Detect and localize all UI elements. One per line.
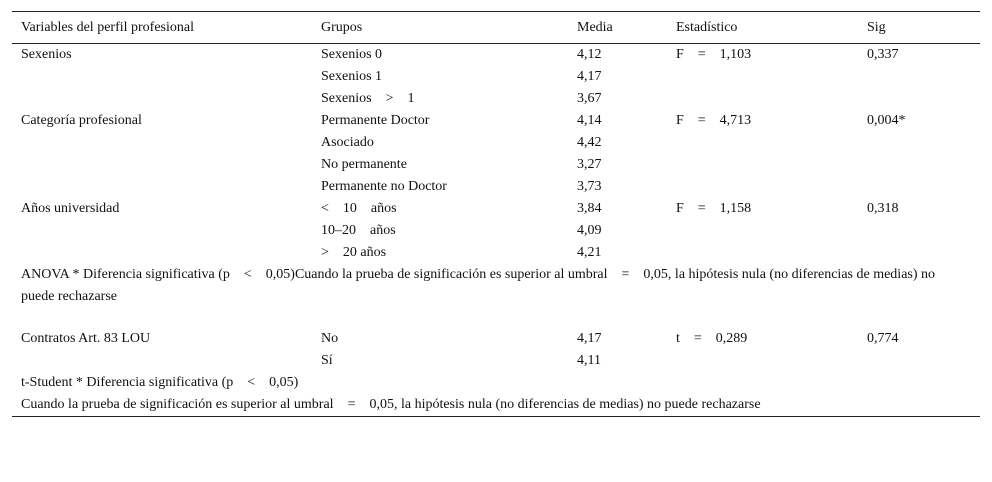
cell-group: Sí <box>321 353 333 368</box>
cell-sig: 0,337 <box>867 47 899 62</box>
cell-group: Permanente no Doctor <box>321 179 447 194</box>
cell-mean: 4,09 <box>577 223 602 238</box>
cell-mean: 4,17 <box>577 69 602 84</box>
table-row <box>12 132 980 154</box>
table-row <box>12 66 980 88</box>
cell-group: > 20 años <box>321 245 387 260</box>
cell-mean: 3,84 <box>577 201 602 216</box>
cell-variable: Contratos Art. 83 LOU <box>21 331 151 346</box>
final-note: Cuando la prueba de significación es superior al umbral = 0,05, la hipótesis nula (no diferencias de medias) no puede rechazarse <box>21 397 761 412</box>
cell-group: Sexenios 0 <box>321 47 383 62</box>
table-row <box>12 110 980 132</box>
cell-mean: 4,12 <box>577 47 602 62</box>
header-group: Grupos <box>321 20 363 35</box>
spacer <box>12 308 980 328</box>
cell-mean: 4,21 <box>577 245 602 260</box>
cell-mean: 4,42 <box>577 135 602 150</box>
cell-sig: 0,004* <box>867 113 906 128</box>
cell-group: Sexenios > 1 <box>321 91 415 106</box>
cell-group: 10–20 años <box>321 223 396 238</box>
table-row <box>12 242 980 264</box>
cell-group: Sexenios 1 <box>321 69 383 84</box>
cell-group: No permanente <box>321 157 407 172</box>
table-row <box>12 154 980 176</box>
cell-mean: 4,11 <box>577 353 601 368</box>
table-row <box>12 328 980 350</box>
cell-group: Permanente Doctor <box>321 113 430 128</box>
tstudent-note: t-Student * Diferencia significativa (p < 0,05) <box>21 375 299 390</box>
cell-sig: 0,318 <box>867 201 899 216</box>
cell-group: < 10 años <box>321 201 397 216</box>
cell-statistic: F = 1,158 <box>676 201 752 216</box>
cell-variable: Años universidad <box>21 201 120 216</box>
table-row <box>12 350 980 372</box>
cell-statistic: t = 0,289 <box>676 331 748 346</box>
cell-mean: 3,67 <box>577 91 602 106</box>
cell-sig: 0,774 <box>867 331 899 346</box>
header-variable: Variables del perfil profesional <box>21 20 194 35</box>
cell-statistic: F = 1,103 <box>676 47 752 62</box>
table-row <box>12 176 980 198</box>
table-row <box>12 198 980 220</box>
results-table <box>12 11 980 417</box>
bottom-rule <box>12 416 980 417</box>
cell-mean: 4,17 <box>577 331 602 346</box>
cell-mean: 4,14 <box>577 113 602 128</box>
cell-variable: Sexenios <box>21 47 72 62</box>
table-row <box>12 220 980 242</box>
anova-note: ANOVA * Diferencia significativa (p < 0,05)Cuando la prueba de significación es superior al umbral = 0,05, la hipótesis nula (no diferencias de medias) no puede rechazarse <box>21 267 939 304</box>
table-row <box>12 44 980 66</box>
header-mean: Media <box>577 20 613 35</box>
cell-statistic: F = 4,713 <box>676 113 752 128</box>
header-statistic: Estadístico <box>676 20 738 35</box>
header-sig: Sig <box>867 20 886 35</box>
cell-mean: 3,27 <box>577 157 602 172</box>
table-header <box>12 12 980 43</box>
table-row <box>12 88 980 110</box>
cell-variable: Categoría profesional <box>21 113 142 128</box>
cell-group: Asociado <box>321 135 374 150</box>
cell-mean: 3,73 <box>577 179 602 194</box>
cell-group: No <box>321 331 339 346</box>
